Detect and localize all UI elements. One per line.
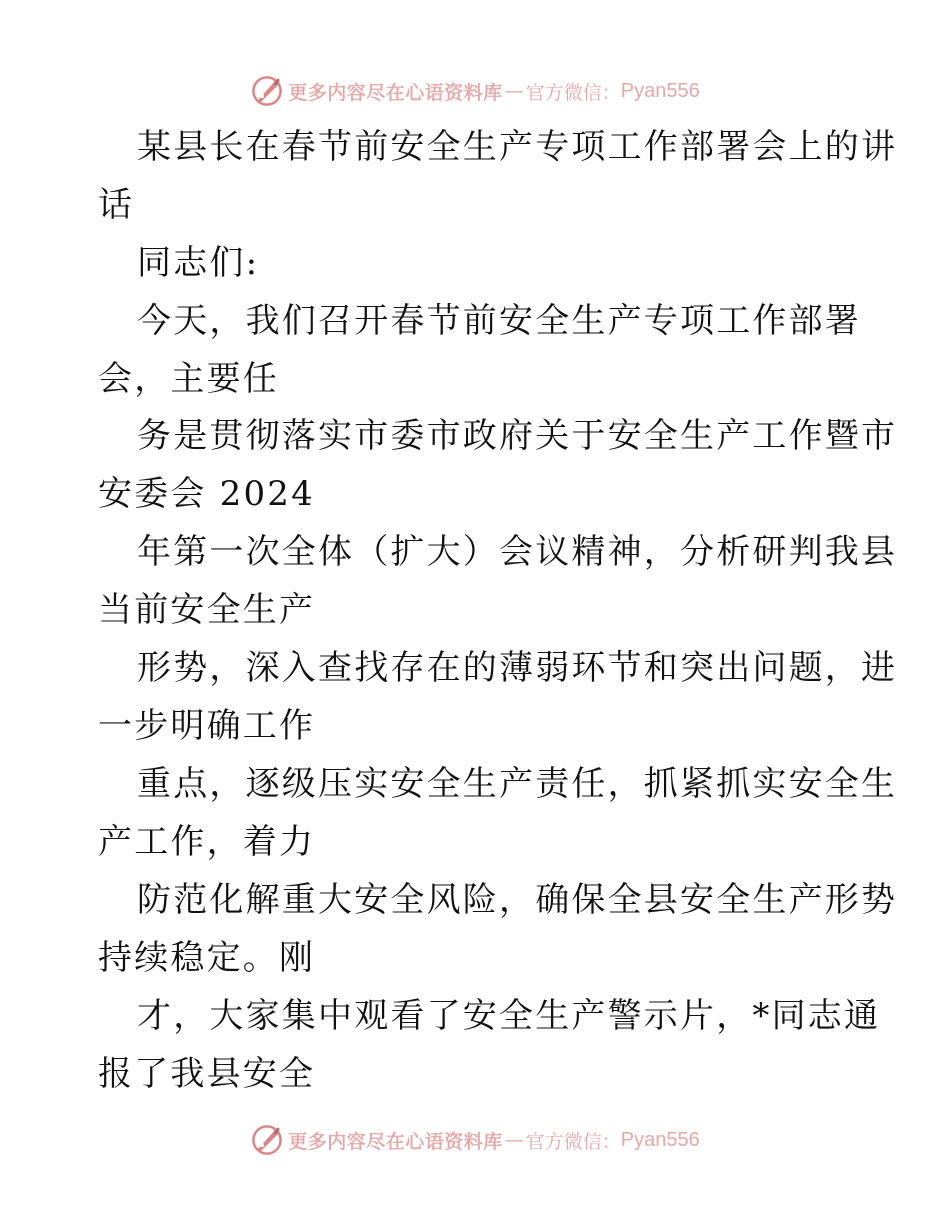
text-line: 防范化解重大安全风险，确保全县安全生产形势 xyxy=(137,880,898,920)
text-line: 产工作，着力 xyxy=(98,822,316,862)
quill-pen-logo-icon xyxy=(250,74,284,108)
quill-pen-logo-icon xyxy=(250,1123,284,1157)
text-line: 安委会 2024 xyxy=(98,474,315,514)
footer-watermark xyxy=(0,1120,950,1160)
text-line: 年第一次全体（扩大）会议精神，分析研判我县 xyxy=(137,532,898,572)
watermark-site-text: 更多内容尽在心语资料库 xyxy=(288,1130,503,1153)
salutation: 同志们: xyxy=(137,243,260,283)
text-line: 今天，我们召开春节前安全生产专项工作部署 xyxy=(137,301,861,341)
text-line: 重点，逐级压实安全生产责任，抓紧抓实安全生 xyxy=(137,764,898,804)
watermark-site-text: 更多内容尽在心语资料库 xyxy=(288,81,503,104)
text-line: 当前安全生产 xyxy=(98,590,316,630)
text-line: 报了我县安全 xyxy=(98,1054,316,1094)
text-line: 会，主要任 xyxy=(98,359,279,399)
watermark-wechat-label: 官方微信： xyxy=(525,1130,621,1153)
text-line: 才，大家集中观看了安全生产警示片，*同志通 xyxy=(137,996,881,1036)
text-line: 形势，深入查找存在的薄弱环节和突出问题，进 xyxy=(137,648,898,688)
watermark-wechat-label: 官方微信： xyxy=(525,81,621,104)
text-line: 一步明确工作 xyxy=(98,706,316,746)
text-line: 务是贯彻落实市委市政府关于安全生产工作暨市 xyxy=(137,416,898,456)
watermark-separator: — xyxy=(504,80,524,102)
watermark-separator: — xyxy=(504,1129,524,1151)
watermark-wechat-id: Pyan556 xyxy=(620,1128,700,1151)
watermark-wechat-id: Pyan556 xyxy=(620,79,700,102)
title-line-2: 话 xyxy=(98,185,135,225)
header-watermark xyxy=(0,71,950,111)
text-line: 持续稳定。刚 xyxy=(98,938,316,978)
title-line-1: 某县长在春节前安全生产专项工作部署会上的讲 xyxy=(137,127,898,167)
